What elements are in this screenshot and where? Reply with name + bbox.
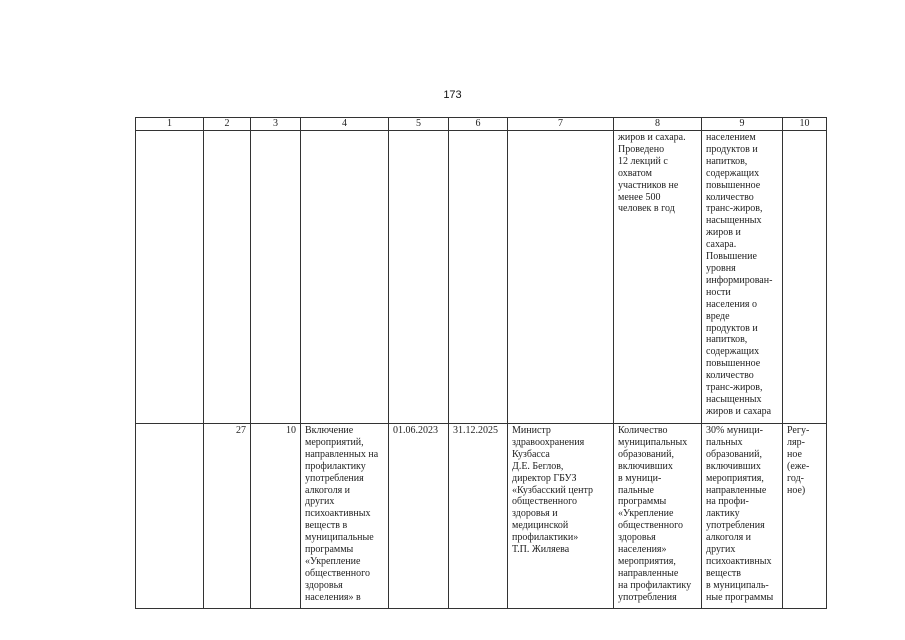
cell-line: муниципальных <box>618 436 688 448</box>
indicator-cell <box>614 131 702 424</box>
cell-line: здоровья и <box>512 508 558 520</box>
cell-line: в муниципаль- <box>706 579 769 591</box>
cell-line: Повышение <box>706 251 757 263</box>
cell-line: населением <box>706 132 756 143</box>
table-cell <box>136 131 204 424</box>
cell-line: напитков, <box>706 155 748 167</box>
cell-line: веществ в <box>305 520 348 532</box>
cell-line: насыщенных <box>706 215 762 227</box>
cell-line: мероприятия, <box>618 555 676 567</box>
cell-line: Регу- <box>787 425 810 436</box>
cell-line: образований, <box>618 448 675 460</box>
cell-line: направленных на <box>305 448 379 460</box>
item-number-cell: 10 <box>251 424 301 609</box>
cell-line: продуктов и <box>706 143 758 155</box>
cell-line: программы <box>305 544 354 556</box>
cell-line: общественного <box>305 567 370 579</box>
column-number: 7 <box>508 118 614 131</box>
cell-line: продуктов и <box>706 322 758 334</box>
cell-line: участников не <box>618 179 679 191</box>
cell-line: «Укрепление <box>618 508 674 520</box>
cell-line: веществ <box>706 567 742 579</box>
cell-line: медицинской <box>512 520 569 532</box>
responsible-cell <box>508 424 614 609</box>
table-cell <box>136 424 204 609</box>
cell-line: охватом <box>618 167 652 179</box>
cell-line: транс-жиров, <box>706 203 763 215</box>
cell-line: населения» <box>618 544 667 556</box>
cell-line: 12 лекций с <box>618 155 668 167</box>
cell-line: употребления <box>618 591 677 603</box>
cell-line: количество <box>706 191 754 203</box>
cell-line: жиров и сахара <box>706 405 772 417</box>
cell-line: год- <box>787 472 804 484</box>
cell-line: муниципальные <box>305 532 374 544</box>
row-number-cell: 27 <box>204 424 251 609</box>
cell-line: «Кузбасский центр <box>512 484 593 496</box>
column-number-row <box>136 118 827 131</box>
cell-line: психоактивных <box>706 555 772 567</box>
cell-line: жиров и сахара. <box>618 132 686 143</box>
cell-line: мероприятий, <box>305 436 364 448</box>
column-number: 6 <box>449 118 508 131</box>
cell-line: ные программы <box>706 591 774 603</box>
table-row <box>136 424 827 609</box>
plan-table <box>135 117 827 609</box>
cell-line: других <box>305 496 335 508</box>
column-number: 1 <box>136 118 204 131</box>
cell-line: направленные <box>706 484 767 496</box>
cell-line: ности <box>706 286 731 298</box>
table-cell <box>301 131 389 424</box>
cell-line: Количество <box>618 425 668 436</box>
end-date-cell: 31.12.2025 <box>449 424 508 609</box>
cell-line: включивших <box>618 460 673 472</box>
cell-line: психоактивных <box>305 508 371 520</box>
table-cell <box>449 131 508 424</box>
column-number: 10 <box>783 118 827 131</box>
cell-line: ное) <box>787 484 806 496</box>
cell-line: (еже- <box>787 460 810 472</box>
table-cell <box>389 131 449 424</box>
cell-line: напитков, <box>706 334 748 346</box>
cell-line: человек в год <box>618 203 675 215</box>
target-value-cell <box>702 424 783 609</box>
cell-line: директор ГБУЗ <box>512 472 577 484</box>
cell-line: населения о <box>706 298 758 310</box>
target-value-cell <box>702 131 783 424</box>
cell-line: направленные <box>618 567 679 579</box>
cell-line: ляр- <box>787 436 805 448</box>
cell-line: здоровья <box>618 532 656 544</box>
column-number: 3 <box>251 118 301 131</box>
column-number: 9 <box>702 118 783 131</box>
cell-line: количество <box>706 370 754 382</box>
cell-line: Кузбасса <box>512 448 550 460</box>
cell-line: на профилактику <box>618 579 692 591</box>
cell-line: Т.П. Жиляева <box>512 544 570 556</box>
cell-line: программы <box>618 496 667 508</box>
cell-line: пальных <box>706 436 743 448</box>
table-cell <box>251 131 301 424</box>
indicator-cell <box>614 424 702 609</box>
cell-line: Проведено <box>618 143 665 155</box>
cell-line: пальные <box>618 484 654 496</box>
cell-line: уровня <box>706 262 736 274</box>
cell-line: алкоголя и <box>706 532 752 544</box>
cell-line: употребления <box>706 520 765 532</box>
cell-line: повышенное <box>706 358 761 370</box>
column-number: 4 <box>301 118 389 131</box>
cell-line: здоровья <box>305 579 343 591</box>
cell-line: здравоохранения <box>512 436 585 448</box>
cell-line: содержащих <box>706 346 760 358</box>
cell-line: повышенное <box>706 179 761 191</box>
cell-line: других <box>706 544 736 556</box>
cell-line: профилактику <box>305 460 366 472</box>
cell-line: профилактики» <box>512 532 579 544</box>
cell-line: лактику <box>706 508 740 520</box>
column-number: 2 <box>204 118 251 131</box>
cell-line: ное <box>787 448 802 460</box>
cell-line: менее 500 <box>618 191 661 203</box>
page-number: 173 <box>443 89 462 101</box>
activity-cell <box>301 424 389 609</box>
cell-line: общественного <box>618 520 683 532</box>
cell-line: употребления <box>305 472 364 484</box>
cell-line: информирован- <box>706 274 773 286</box>
cell-line: насыщенных <box>706 393 762 405</box>
cell-line: населения» в <box>305 591 361 603</box>
cell-line: образований, <box>706 448 763 460</box>
cell-line: жиров и <box>706 227 741 239</box>
cell-line: алкоголя и <box>305 484 351 496</box>
cell-line: на профи- <box>706 496 749 508</box>
column-number: 8 <box>614 118 702 131</box>
cell-line: мероприятия, <box>706 472 764 484</box>
table-cell <box>508 131 614 424</box>
cell-line: общественного <box>512 496 577 508</box>
cell-line: сахара. <box>706 239 737 251</box>
frequency-cell <box>783 424 827 609</box>
cell-line: Министр <box>512 425 551 436</box>
column-number: 5 <box>389 118 449 131</box>
cell-line: содержащих <box>706 167 760 179</box>
cell-line: транс-жиров, <box>706 382 763 394</box>
table-cell <box>783 131 827 424</box>
cell-line: «Укрепление <box>305 555 361 567</box>
cell-line: 30% муници- <box>706 425 763 436</box>
table-cell <box>204 131 251 424</box>
table-row <box>136 131 827 424</box>
cell-line: в муници- <box>618 472 662 484</box>
cell-line: включивших <box>706 460 761 472</box>
start-date-cell: 01.06.2023 <box>389 424 449 609</box>
cell-line: Д.Е. Беглов, <box>512 460 564 472</box>
cell-line: Включение <box>305 425 354 436</box>
cell-line: вреде <box>706 310 730 322</box>
